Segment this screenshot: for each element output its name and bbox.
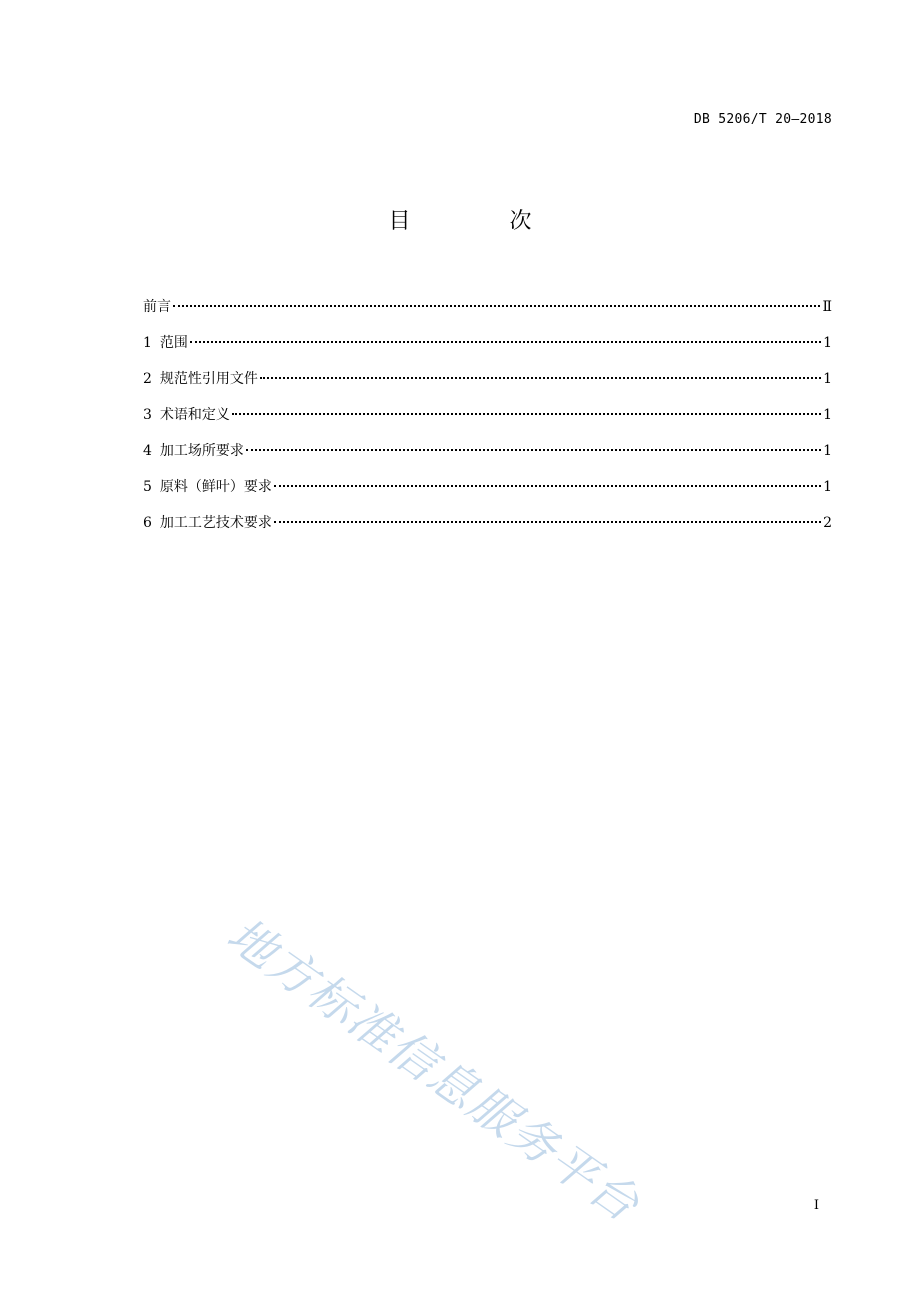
toc-entry-label: 术语和定义	[159, 407, 230, 423]
toc-entry-page: 1	[823, 335, 832, 351]
toc-dot-leader	[260, 377, 821, 379]
toc-entry-processing-technology[interactable]	[143, 512, 832, 548]
toc-entry-scope[interactable]	[143, 332, 832, 368]
page-number: I	[813, 1198, 819, 1213]
toc-entry-number: 2	[143, 371, 152, 387]
toc-entry-raw-material[interactable]	[143, 476, 832, 512]
watermark: 地方标准信息服务平台	[216, 907, 650, 1234]
toc-entry-page: 1	[823, 371, 832, 387]
toc-entry-number: 3	[143, 407, 152, 423]
toc-dot-leader	[190, 341, 821, 343]
toc-entry-terms-definitions[interactable]	[143, 404, 832, 440]
toc-entry-number: 6	[143, 515, 152, 531]
toc-entry-page: 1	[823, 443, 832, 459]
toc-dot-leader	[173, 305, 820, 307]
toc-entry-label: 前言	[143, 299, 171, 315]
document-code: DB 5206/T 20—2018	[693, 112, 832, 127]
toc-entry-page: 1	[823, 479, 832, 495]
toc-entry-number: 1	[143, 335, 152, 351]
toc-entry-normative-references[interactable]	[143, 368, 832, 404]
toc-entry-page: 1	[823, 407, 832, 423]
toc-entry-page: Ⅱ	[822, 299, 832, 315]
table-of-contents	[143, 296, 832, 548]
toc-dot-leader	[246, 449, 821, 451]
toc-dot-leader	[274, 521, 821, 523]
toc-entry-number: 4	[143, 443, 152, 459]
toc-entry-number: 5	[143, 479, 152, 495]
toc-entry-page: 2	[823, 515, 832, 531]
toc-entry-label: 加工场所要求	[159, 443, 244, 459]
toc-title: 目 次	[388, 209, 578, 234]
toc-entry-foreword[interactable]	[143, 296, 832, 332]
toc-dot-leader	[232, 413, 821, 415]
toc-dot-leader	[274, 485, 821, 487]
toc-entry-label: 范围	[159, 335, 188, 351]
toc-entry-processing-site[interactable]	[143, 440, 832, 476]
toc-entry-label: 加工工艺技术要求	[159, 515, 272, 531]
toc-entry-label: 规范性引用文件	[159, 371, 258, 387]
toc-entry-label: 原料（鲜叶）要求	[159, 479, 272, 495]
